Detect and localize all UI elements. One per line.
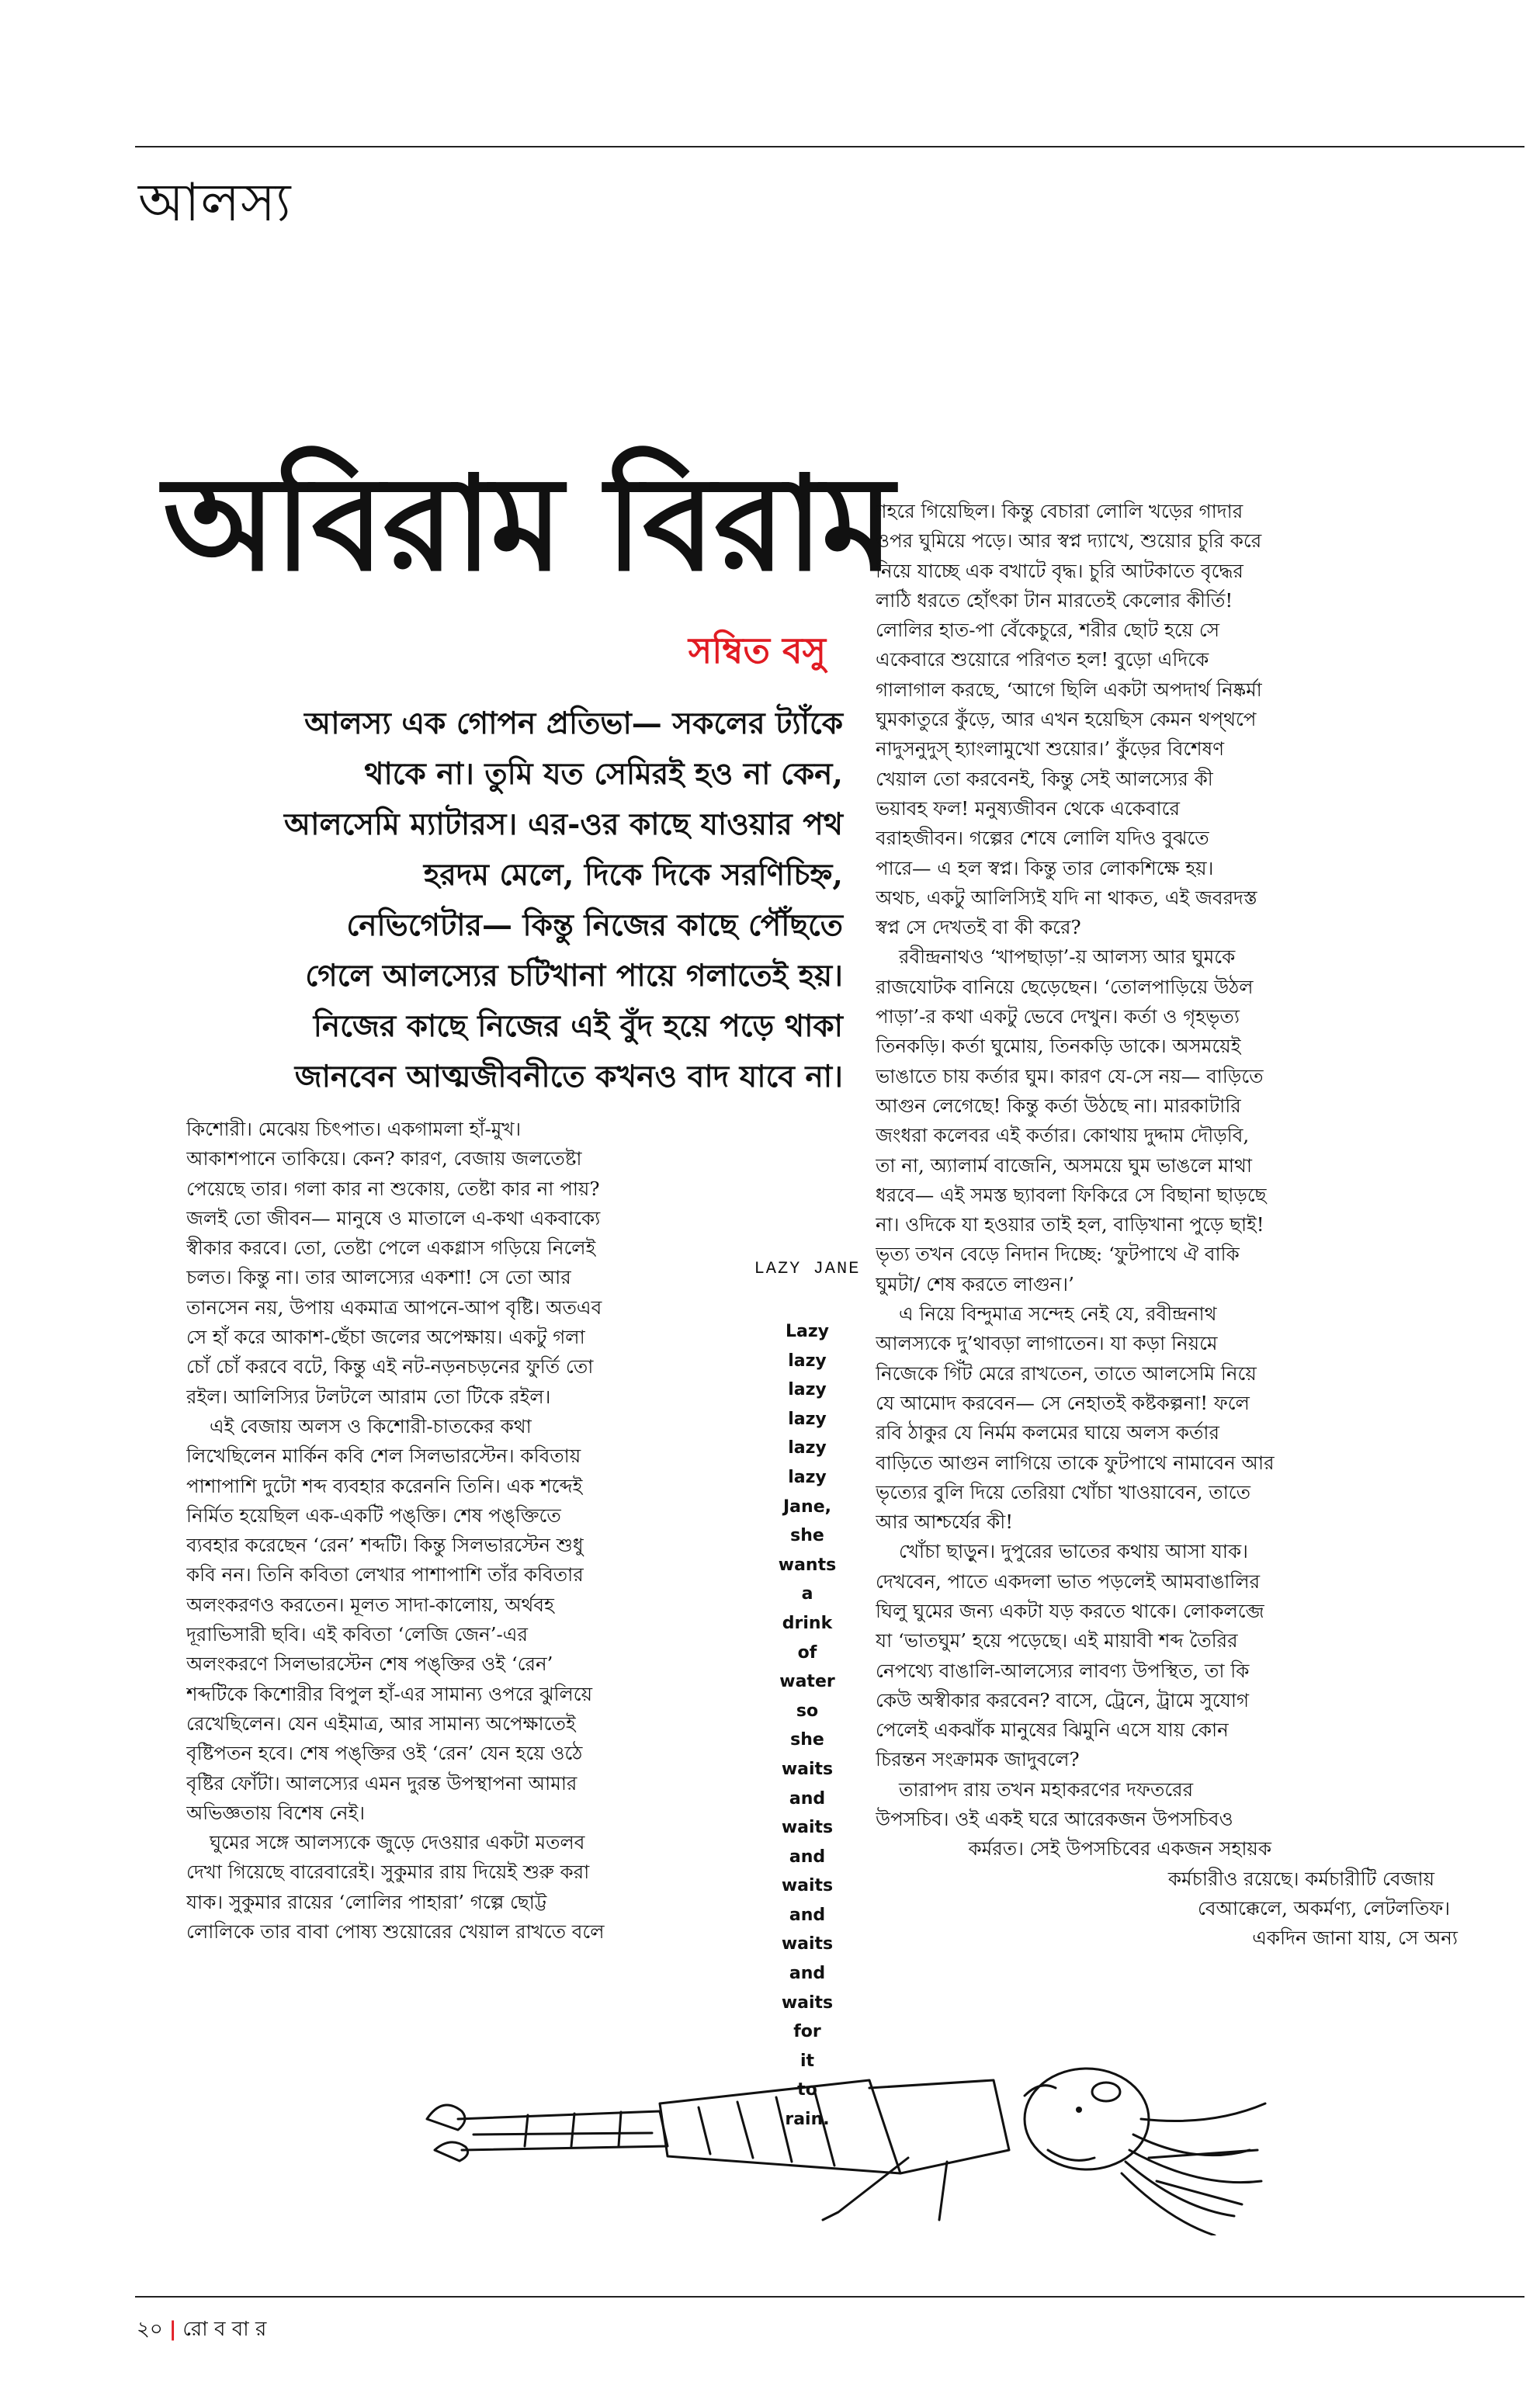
body-line: অভিজ্ঞতায় বিশেষ নেই। [186, 1801, 365, 1824]
body-line: রবি ঠাকুর যে নির্মম কলমের ঘায়ে অলস কর্তার [876, 1421, 1219, 1444]
body-column-left [186, 1115, 745, 1947]
lead-line: জানবেন আত্মজীবনীতে কখনও বাদ যাবে না। [294, 1059, 843, 1094]
poem-word: of [797, 1642, 817, 1663]
poem-word: and [789, 1964, 826, 1984]
poem-word: wants [778, 1555, 837, 1575]
body-line: বৃষ্টির ফোঁটা। আলস্যের এমন দুরন্ত উপস্থাপনা আমার [186, 1771, 578, 1795]
body-line: তিনকড়ি। কর্তা ঘুমোয়, তিনকড়ি ডাকে। অসময়েই [876, 1035, 1241, 1058]
body-line: রইল। আলিস্যির টলটলে আরাম তো টিকে রইল। [186, 1385, 551, 1408]
body-line: ঘুমকাতুরে কুঁড়ে, আর এখন হয়েছিস কেমন থপ্‌থপে [876, 708, 1257, 731]
body-line: ওপর ঘুমিয়ে পড়ে। আর স্বপ্ন দ্যাখে, শুয়োর চুরি করে [876, 529, 1262, 553]
body-line: ব্যবহার করেছেন ‘রেন’ শব্দটি। কিন্তু সিলভারস্টেন শুধু [186, 1534, 584, 1557]
body-line: পারে— এ হল স্বপ্ন। কিন্তু তার লোকশিক্ষে হয়। [876, 856, 1214, 879]
body-line: গালাগাল করছে, ‘আগে ছিলি একটা অপদার্থ নিষ্কর্মা [876, 678, 1262, 701]
body-line: পাশাপাশি দুটো শব্দ ব্যবহার করেননি তিনি। এক শব্দেই [186, 1474, 583, 1497]
poem-word: waits [781, 1759, 834, 1779]
body-line: আর আশ্চর্যের কী! [876, 1510, 1014, 1534]
poem-word: water [779, 1672, 835, 1692]
poem-word: lazy [788, 1351, 827, 1371]
poem-word: waits [781, 1934, 834, 1954]
poem-word: and [789, 1905, 826, 1925]
body-line: খেয়াল তো করবেনই, কিন্তু সেই আলস্যের কী [876, 767, 1213, 790]
body-line: চোঁ চোঁ করবে বটে, কিন্তু এই নট-নড়নচড়নের ফুর্তি তো [186, 1355, 594, 1379]
lead-paragraph [137, 699, 843, 1102]
body-line: যা ‘ভাতঘুম’ হয়ে পড়েছে। এই মায়াবী শব্দ তৈরির [876, 1629, 1238, 1653]
body-line: দূরাভিসারী ছবি। এই কবিতা ‘লেজি জেন’-এর [186, 1623, 528, 1646]
body-line: আকাশপানে তাকিয়ে। কেন? কারণ, বেজায় জলতেষ্টা [186, 1147, 582, 1170]
poem-word: lazy [788, 1467, 827, 1487]
poem-word: Lazy [785, 1322, 829, 1341]
page-footer [137, 2313, 266, 2347]
poem-word: lazy [788, 1409, 827, 1429]
body-line: কর্মরত। সেই উপসচিবের একজন সহায়ক [968, 1837, 1271, 1861]
body-line: ঘিলু ঘুমের জন্য একটা যড় করতে থাকে। লোকলব্জে [876, 1599, 1264, 1622]
poem-word: drink [782, 1613, 833, 1633]
poem-word: to [797, 2080, 817, 2100]
page-number: ২০ [137, 2318, 163, 2341]
body-line: ভাঙাতে চায় কর্তার ঘুম। কারণ যে-সে নয়— বাড়িতে [876, 1064, 1264, 1087]
body-line: কিশোরী। মেঝেয় চিৎপাত। একগামলা হাঁ-মুখ। [186, 1118, 522, 1140]
body-line: ভৃত্য তখন বেড়ে নিদান দিচ্ছে: ‘ফুটপাথে ঐ বাকি [876, 1243, 1240, 1266]
body-line: শব্দটিকে কিশোরীর বিপুল হাঁ-এর সামান্য ওপরে ঝুলিয়ে [186, 1682, 593, 1705]
body-line: চলত। কিন্তু না। তার আলস্যের একশা! সে তো আর [186, 1266, 571, 1289]
body-line: অলংকরণে সিলভারস্টেন শেষ পঙ্‌ক্তির ওই ‘রেন’ [186, 1653, 553, 1676]
body-line: তা না, অ্যালার্ম বাজেনি, অসময়ে ঘুম ভাঙলে মাথা [876, 1153, 1252, 1177]
poem-word: Jane, [783, 1496, 831, 1517]
body-line: নিয়ে যাচ্ছে এক বখাটে বৃদ্ধ। চুরি আটকাতে বৃদ্ধের [876, 559, 1243, 582]
body-line: একদিন জানা যায়, সে অন্য [1252, 1927, 1458, 1950]
body-line: ভৃত্যের বুলি দিয়ে তেরিয়া খোঁচা খাওয়াবেন, তাতে [876, 1480, 1251, 1503]
body-line: নির্মিত হয়েছিল এক-একটি পঙ্‌ক্তি। শেষ পঙ্‌ক্তিতে [186, 1503, 561, 1527]
body-line: বৃষ্টিপতন হবে। শেষ পঙ্‌ক্তির ওই ‘রেন’ যেন হয়ে ওঠে [186, 1742, 583, 1765]
body-line: না। ওদিকে যা হওয়ার তাই হল, বাড়িখানা পুড়ে ছাই! [876, 1213, 1264, 1236]
body-line: রবীন্দ্রনাথও ‘খাপছাড়া’-য় আলস্য আর ঘুমকে [899, 945, 1236, 969]
poem-words [776, 1317, 838, 2135]
section-label: আলস্য [138, 172, 292, 234]
body-line: যে আমোদ করবেন— সে নেহাতই কষ্টকল্পনা! ফলে [876, 1391, 1250, 1414]
body-line: চিরন্তন সংক্রামক জাদুবলে? [876, 1748, 1080, 1771]
poem-word: rain. [785, 2110, 830, 2130]
lead-line: নেভিগেটার— কিন্তু নিজের কাছে পৌঁছতে [346, 907, 843, 943]
body-line: শহরে গিয়েছিল। কিন্তু বেচারা লোলি খড়ের গাদার [876, 500, 1243, 522]
poem-word: she [790, 1526, 824, 1546]
body-line: এই বেজায় অলস ও কিশোরী-চাতকের কথা [210, 1414, 532, 1438]
body-line: আগুন লেগেছে! কিন্তু কর্তা উঠছে না। মারকাটারি [876, 1094, 1241, 1117]
body-line: কবি নন। তিনি কবিতা লেখার পাশাপাশি তাঁর কবিতার [186, 1563, 584, 1587]
bottom-rule [135, 2296, 1524, 2298]
body-line: রাজযোটক বানিয়ে ছেড়েছেন। ‘তোলপাড়িয়ে উঠল [876, 975, 1254, 998]
lead-line: আলস্য এক গোপন প্রতিভা— সকলের ট্যাঁকে [304, 706, 843, 741]
body-line: পাড়া’-র কথা একটু ভেবে দেখুন। কর্তা ও গৃহভৃত্য [876, 1005, 1240, 1028]
body-line: নাদুসনুদুস্‌ হ্যাংলামুখো শুয়োর।’ কুঁড়ের বিশেষণ [876, 737, 1225, 761]
body-line: লিখেছিলেন মার্কিন কবি শেল সিলভারস্টেন। কবিতায় [186, 1444, 581, 1468]
body-line: এ নিয়ে বিন্দুমাত্র সন্দেহ নেই যে, রবীন্দ্রনাথ [899, 1302, 1217, 1326]
top-rule [135, 146, 1524, 147]
body-line: সে হাঁ করে আকাশ-ছেঁচা জলের অপেক্ষায়। একটু গলা [186, 1326, 585, 1349]
body-line: একেবারে শুয়োরে পরিণত হল! বুড়ো এদিকে [876, 648, 1209, 671]
body-line: দেখা গিয়েছে বারেবারেই। সুকুমার রায় দিয়েই শুরু করা [186, 1861, 590, 1884]
poem-word: lazy [788, 1380, 827, 1400]
body-line: স্বপ্ন সে দেখতই বা কী করে? [876, 916, 1081, 939]
body-column-right [876, 497, 1465, 1954]
poem-word: a [801, 1584, 813, 1604]
body-line: ভয়াবহ ফল! মনুষ্যজীবন থেকে একেবারে [876, 796, 1180, 820]
body-line: জলই তো জীবন— মানুষে ও মাতালে এ-কথা একবাক্যে [186, 1206, 601, 1229]
body-line: বরাহজীবন। গল্পের শেষে লোলি যদিও বুঝতে [876, 827, 1209, 850]
poem-word: and [789, 1788, 826, 1809]
body-line: বাড়িতে আগুন লাগিয়ে তাকে ফুটপাথে নামাবেন আর [876, 1451, 1275, 1474]
body-line: বেআক্কেলে, অকর্মণ্য, লেটলতিফ। [1197, 1896, 1450, 1920]
body-line: লোলিকে তার বাবা পোষ্য শুয়োরের খেয়াল রাখতে বলে [186, 1920, 605, 1944]
body-line: উপসচিব। ওই একই ঘরে আরেকজন উপসচিবও [876, 1808, 1233, 1831]
body-line: পেলেই একঝাঁক মানুষের ঝিমুনি এসে যায় কোন [876, 1718, 1229, 1742]
poem-word: waits [781, 1992, 834, 2013]
body-line: রেখেছিলেন। যেন এইমাত্র, আর সামান্য অপেক্ষাতেই [186, 1712, 576, 1735]
body-line: স্বীকার করবে। তো, তেষ্টা পেলে একগ্লাস গড়িয়ে নিলেই [186, 1236, 596, 1260]
poem-word: so [796, 1701, 819, 1721]
body-line: পেয়েছে তার। গলা কার না শুকোয়, তেষ্টা কার না পায়? [186, 1177, 600, 1200]
poem-word: waits [781, 1818, 834, 1838]
body-line: যাক। সুকুমার রায়ের ‘লোলির পাহারা’ গল্পে ছোট্ট [186, 1890, 547, 1913]
lead-line: হরদম মেলে, দিকে দিকে সরণিচিহ্ন, [423, 857, 843, 893]
lead-line: নিজের কাছে নিজের এই বুঁদ হয়ে পড়ে থাকা [313, 1008, 843, 1044]
lazy-jane-illustration [404, 2065, 1397, 2235]
body-line: লাঠি ধরতে হোঁৎকা টান মারতেই কেলোর কীর্তি! [876, 588, 1233, 612]
body-line: অথচ, একটু আলিস্যিই যদি না থাকত, এই জবরদস্ত [876, 886, 1257, 909]
body-line: ঘুমটা/ শেষ করতে লাগুন।’ [876, 1272, 1074, 1295]
body-line: কর্মচারীও রয়েছে। কর্মচারীটি বেজায় [1167, 1867, 1434, 1890]
lead-line: গেলে আলস্যের চটিখানা পায়ে গলাতেই হয়। [305, 958, 843, 994]
body-line: দেখবেন, পাতে একদলা ভাত পড়লেই আমবাঙালির [876, 1569, 1261, 1593]
author-byline: সম্বিত বসু [688, 629, 826, 671]
magazine-name: রো ব বা র [182, 2318, 267, 2341]
body-line: নেপথ্যে বাঙালি-আলস্যের লাবণ্য উপস্থিত, তা কি [876, 1659, 1250, 1682]
footer-divider: | [168, 2318, 177, 2341]
body-line: লোলির হাত-পা বেঁকেচুরে, শরীর ছোট হয়ে সে [876, 619, 1220, 642]
body-line: খোঁচা ছাড়ুন। দুপুরের ভাতের কথায় আসা যাক। [899, 1540, 1248, 1563]
poem-word: lazy [788, 1438, 827, 1458]
poem-word: she [790, 1730, 824, 1750]
body-line: ঘুমের সঙ্গে আলস্যকে জুড়ে দেওয়ার একটা মতলব [210, 1831, 585, 1854]
body-line: জংধরা কলেবর এই কর্তার। কোথায় দুদ্দাম দৌড়বি, [876, 1124, 1250, 1147]
poem-word: it [799, 2051, 815, 2071]
body-line: অলংকরণও করতেন। মূলত সাদা-কালোয়, অর্থবহ [186, 1593, 554, 1616]
poem-word: waits [781, 1876, 834, 1896]
body-line: তারাপদ রায় তখন মহাকরণের দফতরের [899, 1777, 1194, 1801]
body-line: কেউ অস্বীকার করবেন? বাসে, ট্রেনে, ট্রামে সুযোগ [876, 1688, 1250, 1712]
poem-title: LAZY JANE [754, 1259, 861, 1278]
poem-word: and [789, 1847, 826, 1867]
body-line: তানসেন নয়, উপায় একমাত্র আপনে-আপ বৃষ্টি। অতএব [186, 1295, 602, 1319]
body-line: নিজেকে গিঁট মেরে রাখতেন, তাতে আলসেমি নিয়ে [876, 1361, 1257, 1385]
lead-line: আলসেমি ম্যাটারস। এর-ওর কাছে যাওয়ার পথ [284, 806, 843, 842]
lead-line: থাকে না। তুমি যত সেমিরই হও না কেন, [364, 756, 843, 792]
poem-word: for [793, 2022, 821, 2042]
body-line: ধরবে— এই সমস্ত ছ্যাবলা ফিকিরে সে বিছানা ছাড়ছে [876, 1183, 1267, 1206]
body-line: আলস্যকে দু’থাবড়া লাগাতেন। যা কড়া নিয়মে [876, 1332, 1218, 1355]
article-title: অবিরাম বিরাম [163, 446, 893, 600]
